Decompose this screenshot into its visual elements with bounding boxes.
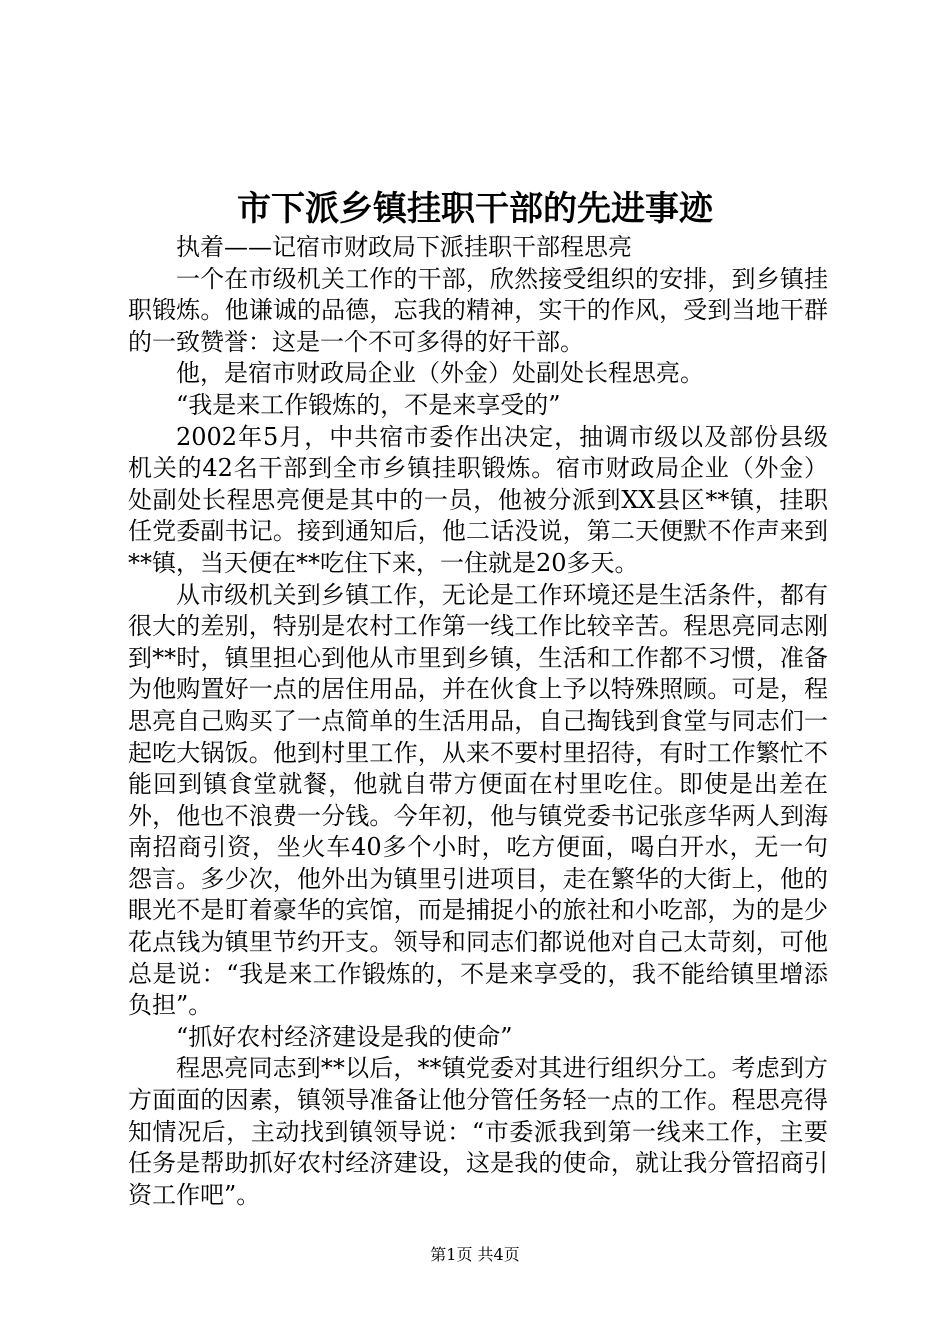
body-paragraph: 他，是宿市财政局企业（外金）处副处长程思亮。 (176, 359, 704, 388)
body-paragraph: 2002年5月，中共宿市委作出决定，抽调市级以及部份县级机关的42名干部到全市乡镇挂职锻炼。宿市财政局企业（外金）处副处长程思亮便是其中的一员，他被分派到XX县区**镇，挂职任党委副书记。接到通知后，他二话没说，第二天便默不作声来到**镇，当天便在**吃住下来，一住就是20多天。 (128, 422, 828, 577)
body-paragraph: 程思亮同志到**以后，**镇党委对其进行组织分工。考虑到方方面面的因素，镇领导准备让他分管任务轻一点的工作。程思亮得知情况后，主动找到镇领导说：“市委派我到第一线来工作，主要任务是帮助抓好农村经济建设，这是我的使命，就让我分管招商引资工作吧”。 (128, 1054, 828, 1209)
body-paragraph: 从市级机关到乡镇工作，无论是工作环境还是生活条件，都有很大的差别，特别是农村工作第一线工作比较辛苦。程思亮同志刚到**时，镇里担心到他从市里到乡镇，生活和工作都不习惯，准备为他购置好一点的居住用品，并在伙食上予以特殊照顾。可是，程思亮自己购买了一点简单的生活用品，自己掏钱到食堂与同志们一起吃大锅饭。他到村里工作，从来不要村里招待，有时工作繁忙不能回到镇食堂就餐，他就自带方便面在村里吃住。即使是出差在外，他也不浪费一分钱。今年初，他与镇党委书记张彦华两人到海南招商引资，坐火车40多个小时，吃方便面，喝白开水，无一句怨言。多少次，他外出为镇里引进项目，走在繁华的大街上，他的眼光不是盯着豪华的宾馆，而是捕捉小的旅社和小吃部，为的是少花点钱为镇里节约开支。领导和同志们都说他对自己太苛刻，可他总是说：“我是来工作锻炼的，不是来享受的，我不能给镇里增添负担”。 (128, 580, 828, 1020)
document-body (128, 232, 828, 1211)
document-title: 市下派乡镇挂职干部的先进事迹 (237, 189, 713, 229)
section-heading: “我是来工作锻炼的，不是来享受的” (176, 390, 561, 419)
page-number-footer: 第1页 共4页 (430, 1245, 520, 1264)
body-paragraph: 一个在市级机关工作的干部，欣然接受组织的安排，到乡镇挂职锻炼。他谦诚的品德，忘我的精神，实干的作风，受到当地干群的一致赞誉：这是一个不可多得的好干部。 (128, 264, 828, 356)
subtitle-paragraph: 执着——记宿市财政局下派挂职干部程思亮 (176, 233, 632, 261)
section-heading: “抓好农村经济建设是我的使命” (176, 1022, 513, 1051)
